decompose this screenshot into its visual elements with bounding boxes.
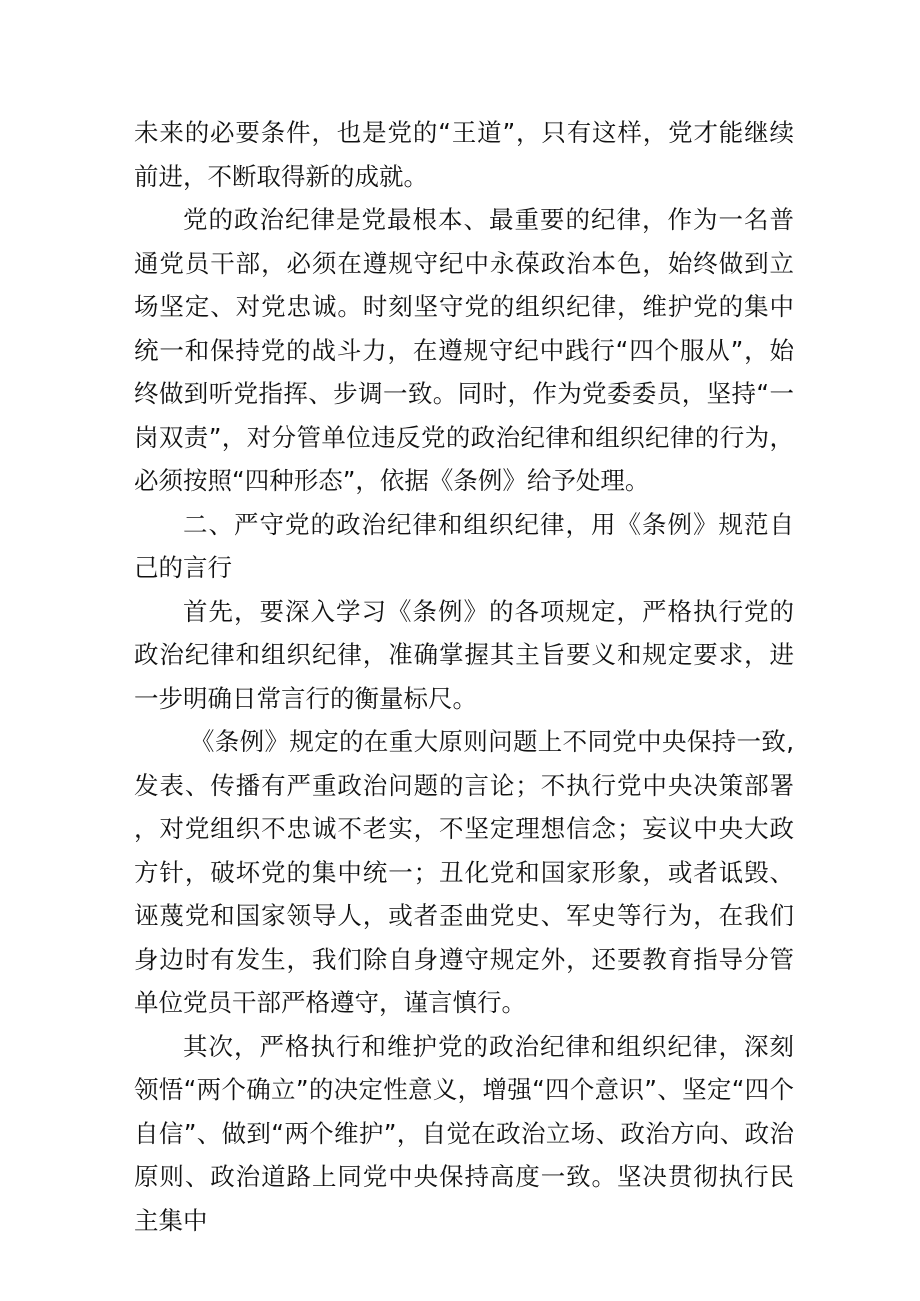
paragraph-political-discipline: 党的政治纪律是党最根本、最重要的纪律，作为一名普通党员干部，必须在遵规守纪中永葆政治本色，始终做到立场坚定、对党忠诚。时刻坚守党的组织纪律，维护党的集中统一和保持党的战斗力，在遵规守纪中践行“四个服从”，始终做到听党指挥、步调一致。同时，作为党委委员，坚持“一岗双责”，对分管单位违反党的政治纪律和组织纪律的行为，必须按照“四种形态”，依据《条例》给予处理。 <box>134 205 794 495</box>
paragraph-continuation: 未来的必要条件，也是党的“王道”，只有这样，党才能继续前进，不断取得新的成就。 <box>134 118 794 191</box>
paragraph-regulations: 《条例》规定的在重大原则问题上不同党中央保持一致,发表、传播有严重政治问题的言论；不执行党中央决策部署，对党组织不忠诚不老实，不坚定理想信念；妄议中央大政方针，破坏党的集中统一；丑化党和国家形象，或者诋毁、诬蔑党和国家领导人，或者歪曲党史、军史等行为，在我们身边时有发生，我们除自身遵守规定外，还要教育指导分管单位党员干部严格遵守，谨言慎行。 <box>134 727 794 1017</box>
paragraph-first: 首先，要深入学习《条例》的各项规定，严格执行党的政治纪律和组织纪律，准确掌握其主旨要义和规定要求，进一步明确日常言行的衡量标尺。 <box>134 596 794 713</box>
document-body <box>134 111 794 1242</box>
paragraph-second: 其次，严格执行和维护党的政治纪律和组织纪律，深刻领悟“两个确立”的决定性意义，增强“四个意识”、坚定“四个自信”、做到“两个维护”，自觉在政治立场、政治方向、政治原则、政治道路上同党中央保持高度一致。坚决贯彻执行民主集中 <box>134 1031 794 1235</box>
section-heading-two: 二、严守党的政治纪律和组织纪律，用《条例》规范自己的言行 <box>134 509 794 582</box>
